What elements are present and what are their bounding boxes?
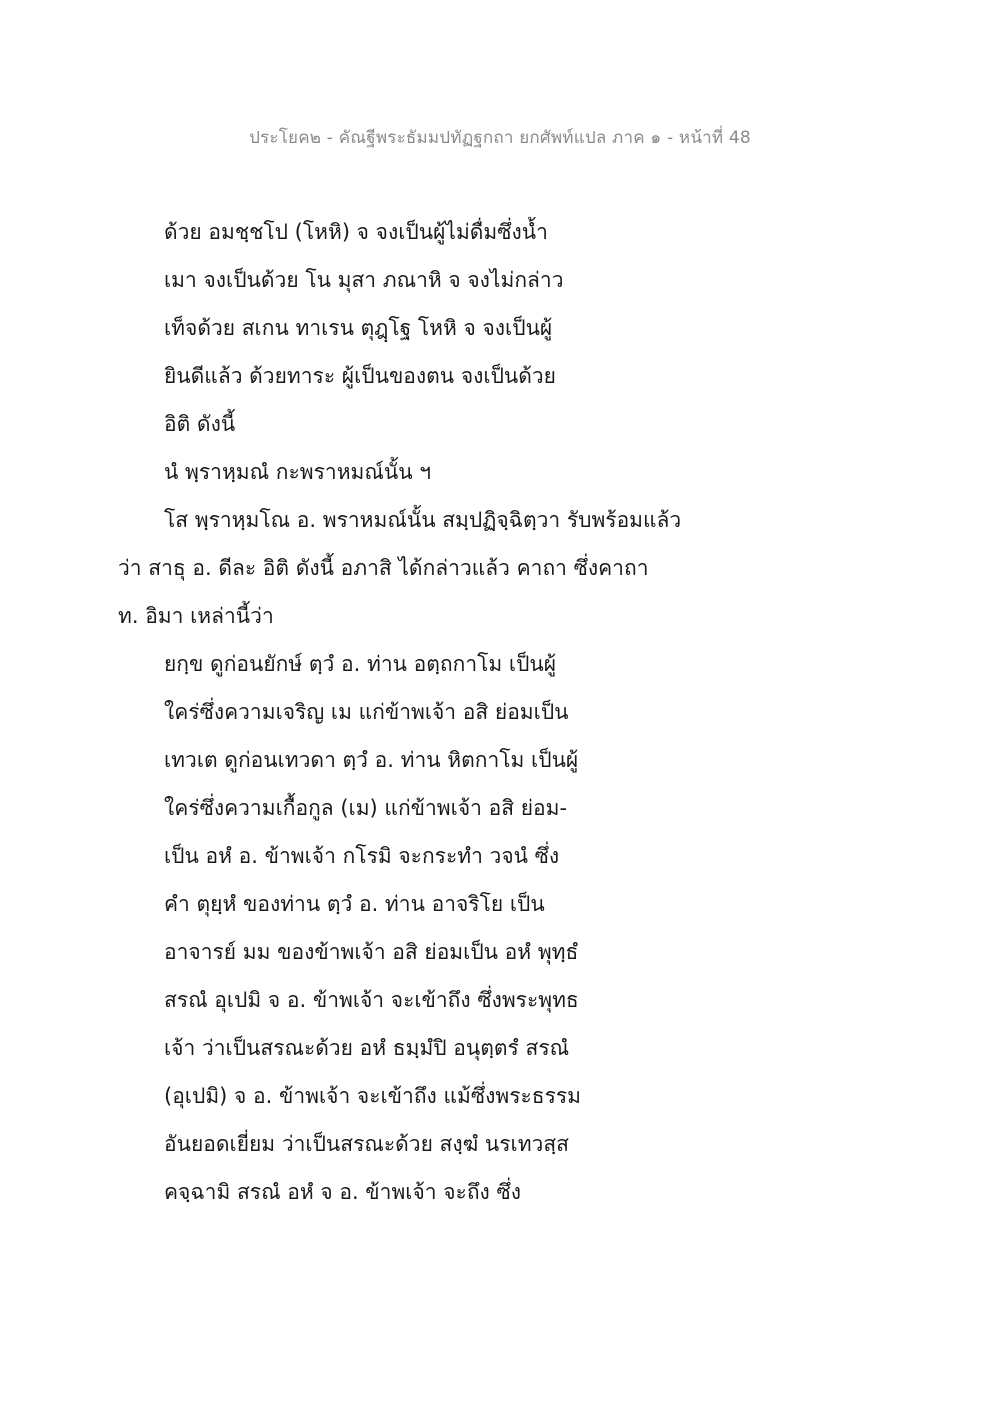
running-header: ประโยค๒ - คัณฐีพระธัมมปทัฏฐกถา ยกศัพท์แปล ภาค ๑ - หน้าที่ 48	[249, 128, 751, 148]
text-line: เท็จด้วย สเกน ทาเรน ตุฎฺโฐ โหหิ จ จงเป็นผู้	[164, 316, 553, 340]
verse-line: เจ้า ว่าเป็นสรณะด้วย อหํ ธมฺมํปิ อนุตฺตรํ สรณํ	[164, 1036, 570, 1060]
verse-line: เป็น อหํ อ. ข้าพเจ้า กโรมิ จะกระทำ วจนํ ซึ่ง	[164, 844, 560, 868]
verse-line: ใคร่ซึ่งความเกื้อกูล (เม) แก่ข้าพเจ้า อสิ ย่อม-	[164, 796, 568, 820]
text-line: ด้วย อมชฺชโป (โหหิ) จ จงเป็นผู้ไม่ดื่มซึ่งน้ำ	[164, 220, 548, 244]
text-line: นํ พฺราหฺมณํ กะพราหมณ์นั้น ฯ	[164, 460, 432, 484]
verse-line: ยกฺข ดูก่อนยักษ์ ตฺวํ อ. ท่าน อตฺถกาโม เป็นผู้	[164, 652, 557, 676]
text-line: ท. อิมา เหล่านี้ว่า	[118, 604, 274, 628]
text-line: โส พฺราหฺมโณ อ. พราหมณ์นั้น สมฺปฏิจฺฉิตฺวา รับพร้อมแล้ว	[164, 508, 682, 532]
verse-line: คจฺฉามิ สรณํ อหํ จ อ. ข้าพเจ้า จะถึง ซึ่ง	[164, 1180, 521, 1204]
verse-line: อันยอดเยี่ยม ว่าเป็นสรณะด้วย สงฺฆํ นรเทวสฺส	[164, 1132, 569, 1156]
text-line: เมา จงเป็นด้วย โน มุสา ภณาหิ จ จงไม่กล่าว	[164, 268, 564, 292]
body-text	[0, 212, 1000, 1220]
text-line: อิติ ดังนี้	[164, 412, 236, 436]
text-line: ว่า สาธุ อ. ดีละ อิติ ดังนี้ อภาสิ ได้กล่าวแล้ว คาถา ซึ่งคาถา	[118, 556, 649, 580]
verse-line: ใคร่ซึ่งความเจริญ เม แก่ข้าพเจ้า อสิ ย่อมเป็น	[164, 700, 569, 724]
verse-line: สรณํ อุเปมิ จ อ. ข้าพเจ้า จะเข้าถึง ซึ่งพระพุทธ	[164, 988, 579, 1012]
verse-line: (อุเปมิ) จ อ. ข้าพเจ้า จะเข้าถึง แม้ซึ่งพระธรรม	[164, 1084, 581, 1108]
verse-line: อาจารย์ มม ของข้าพเจ้า อสิ ย่อมเป็น อหํ พุทฺธํ	[164, 940, 579, 964]
verse-line: เทวเต ดูก่อนเทวดา ตฺวํ อ. ท่าน หิตกาโม เป็นผู้	[164, 748, 579, 772]
verse-line: คำ ตุยฺหํ ของท่าน ตฺวํ อ. ท่าน อาจริโย เป็น	[164, 892, 545, 916]
text-line: ยินดีแล้ว ด้วยทาระ ผู้เป็นของตน จงเป็นด้วย	[164, 364, 556, 388]
